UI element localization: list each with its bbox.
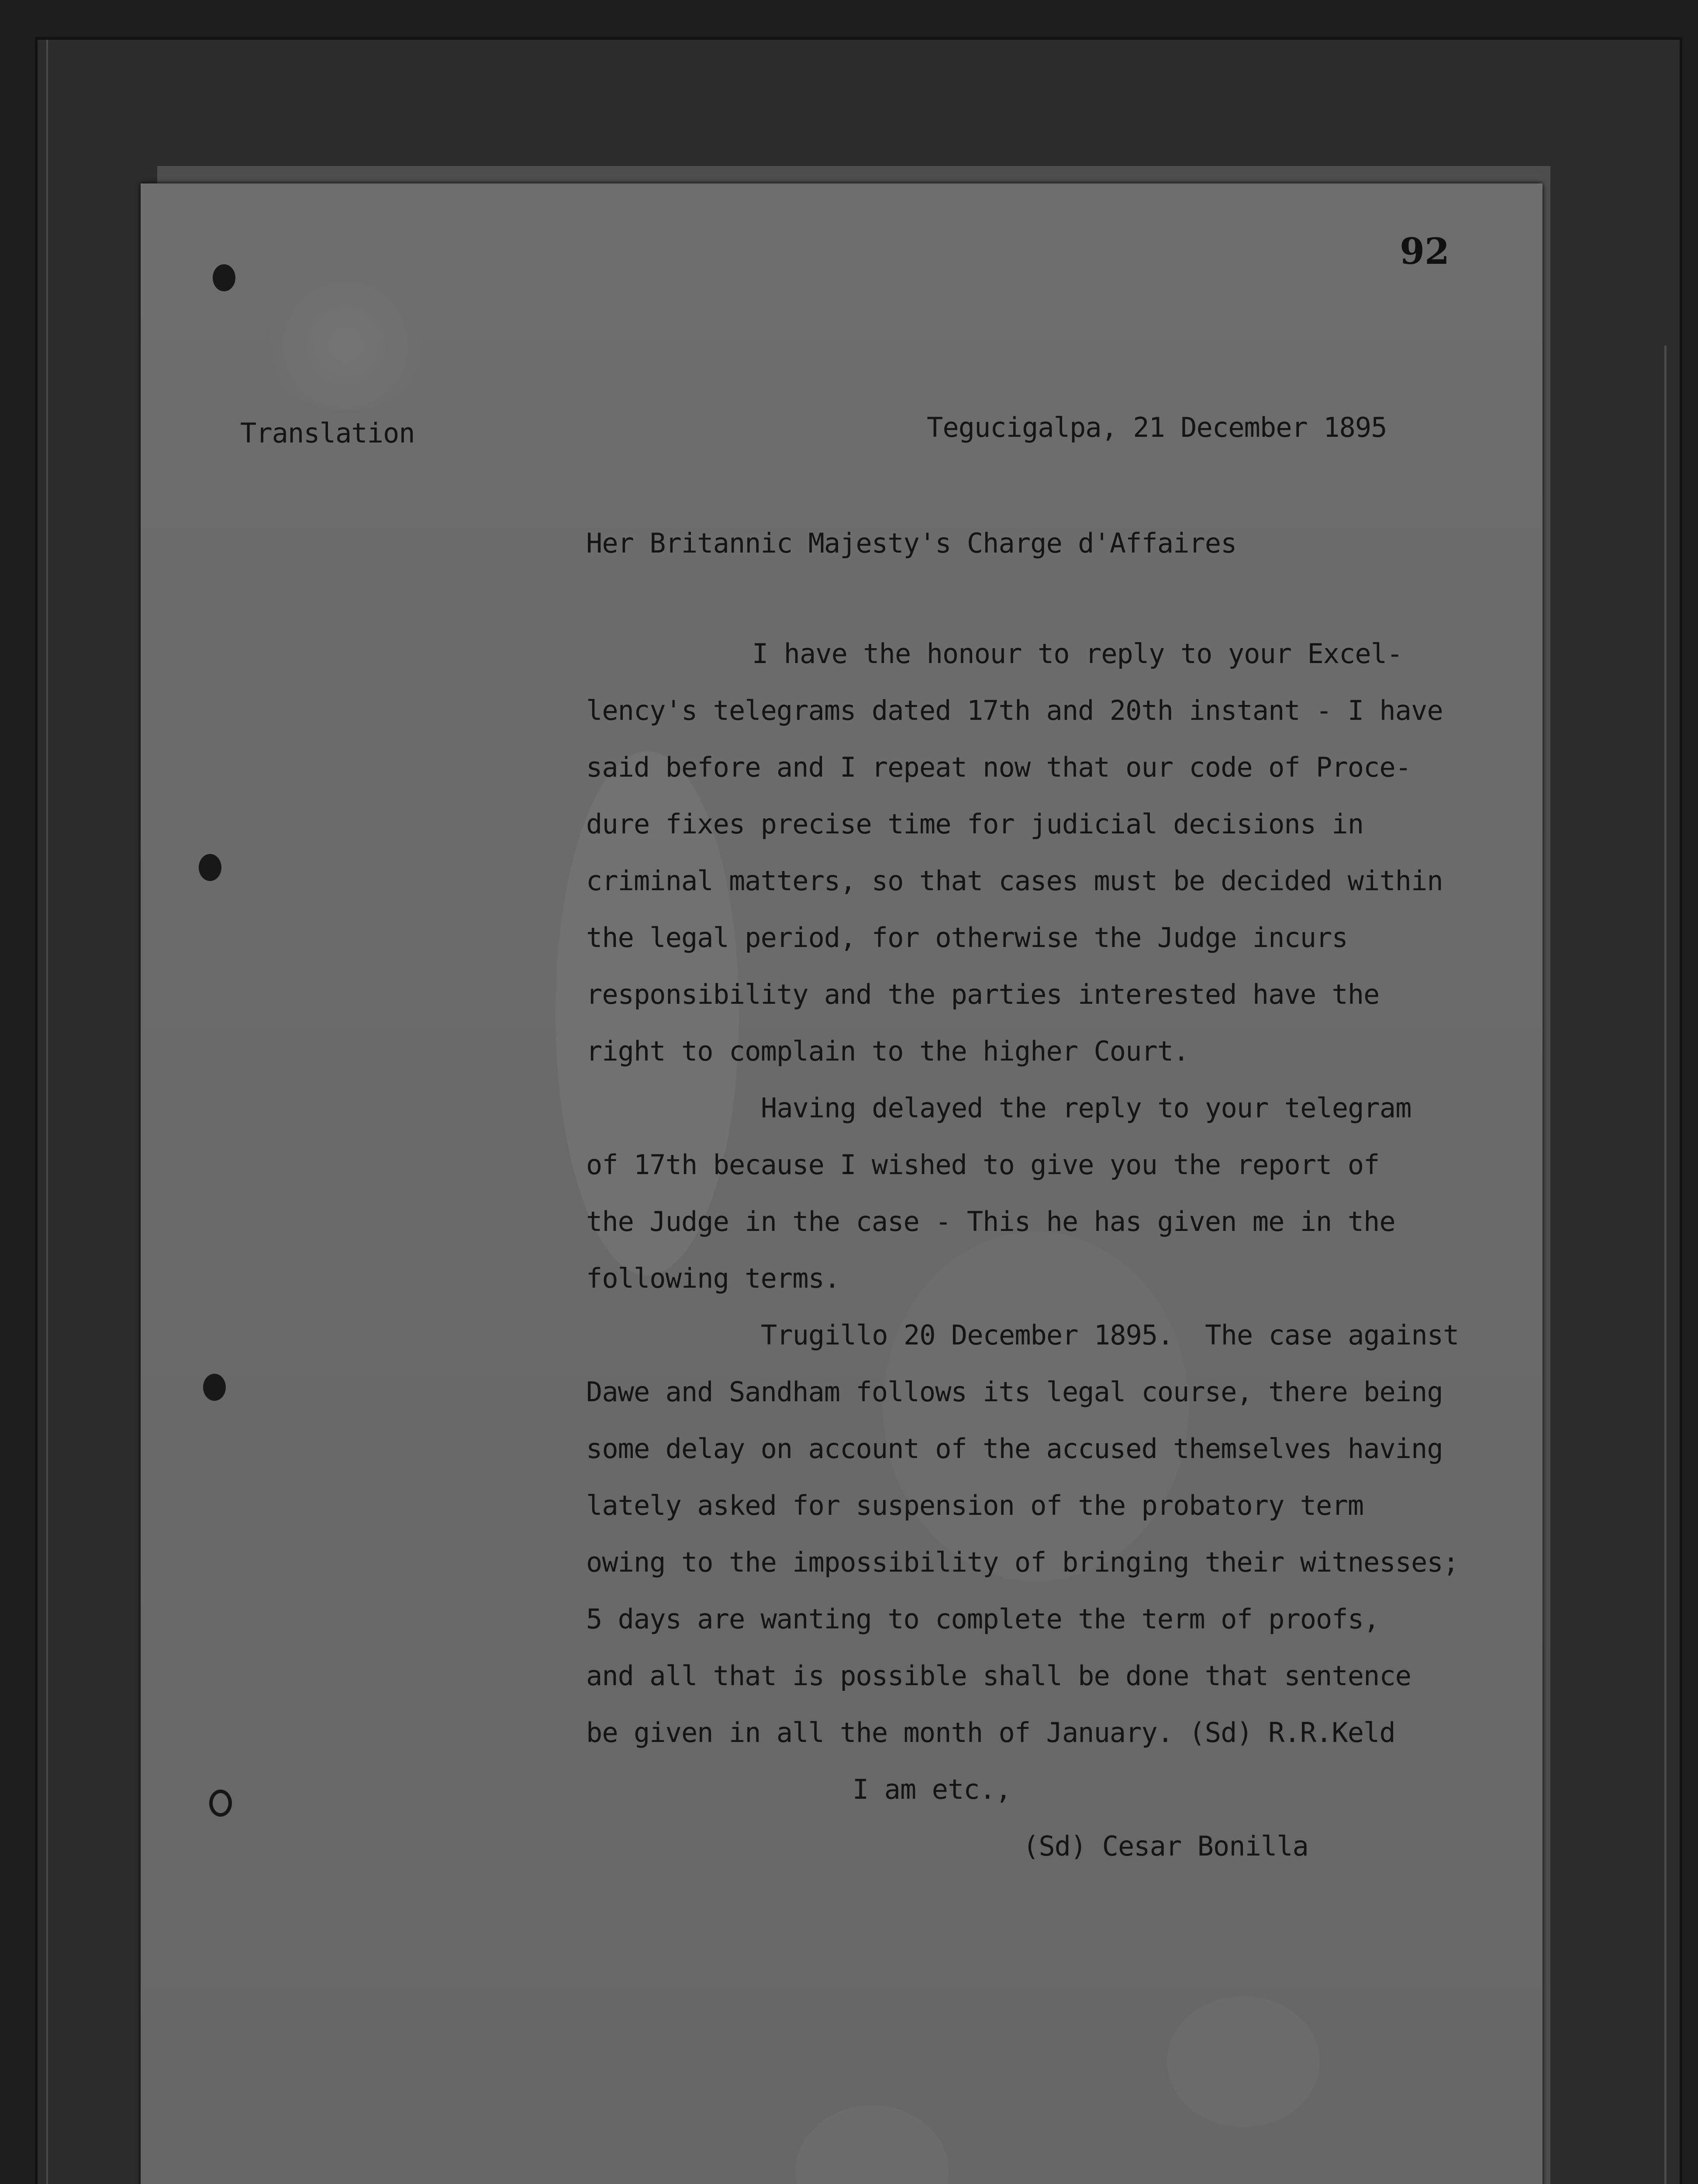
body-line: said before and I repeat now that our code of Proce- [586,751,1412,783]
quoted-report-line: 5 days are wanting to complete the term of proofs, [586,1603,1380,1635]
quoted-report-line: and all that is possible shall be done that sentence [586,1660,1412,1692]
body-line: dure fixes precise time for judicial decisions in [586,808,1364,840]
body-line: criminal matters, so that cases must be decided within [586,865,1443,897]
punch-hole-3 [203,1374,226,1401]
embossed-seal [265,280,427,411]
water-stain [796,2105,949,2184]
page-number: 92 [1400,231,1450,273]
punch-hole-2 [199,854,221,881]
body-line: the legal period, for otherwise the Judge incurs [586,922,1348,954]
punch-hole-1 [213,264,235,291]
body-line: the Judge in the case - This he has given me in the [586,1206,1395,1237]
quoted-report-line: lately asked for suspension of the probatory term [586,1489,1364,1521]
body-line: Having delayed the reply to your telegram [761,1092,1412,1124]
document-page [141,183,1543,2184]
quoted-report-line: Dawe and Sandham follows its legal course, there being [586,1376,1443,1408]
quoted-report-line: be given in all the month of January. (Sd) R.R.Keld [586,1717,1395,1749]
body-line: responsibility and the parties interested have the [586,978,1380,1010]
quoted-report-line: owing to the impossibility of bringing their witnesses; [586,1546,1459,1578]
body-line: I have the honour to reply to your Excel- [752,638,1403,670]
water-stain [1167,1996,1320,2127]
translation-label: Translation [240,417,415,449]
film-edge-left [46,40,48,2184]
punch-hole-4 [209,1790,232,1817]
film-edge-right [1664,346,1667,2184]
body-line: lency's telegrams dated 17th and 20th instant - I have [586,695,1443,726]
quoted-report-line: Trugillo 20 December 1895. The case against [761,1319,1459,1351]
body-line: following terms. [586,1262,840,1294]
place-and-date: Tegucigalpa, 21 December 1895 [927,411,1387,443]
quoted-report-line: some delay on account of the accused themselves having [586,1433,1443,1465]
body-line: right to complain to the higher Court. [586,1035,1189,1067]
closing: I am etc., [852,1773,1011,1805]
body-line: of 17th because I wished to give you the report of [586,1149,1380,1181]
addressee: Her Britannic Majesty's Charge d'Affaires [586,527,1237,559]
signature: (Sd) Cesar Bonilla [1023,1830,1308,1862]
